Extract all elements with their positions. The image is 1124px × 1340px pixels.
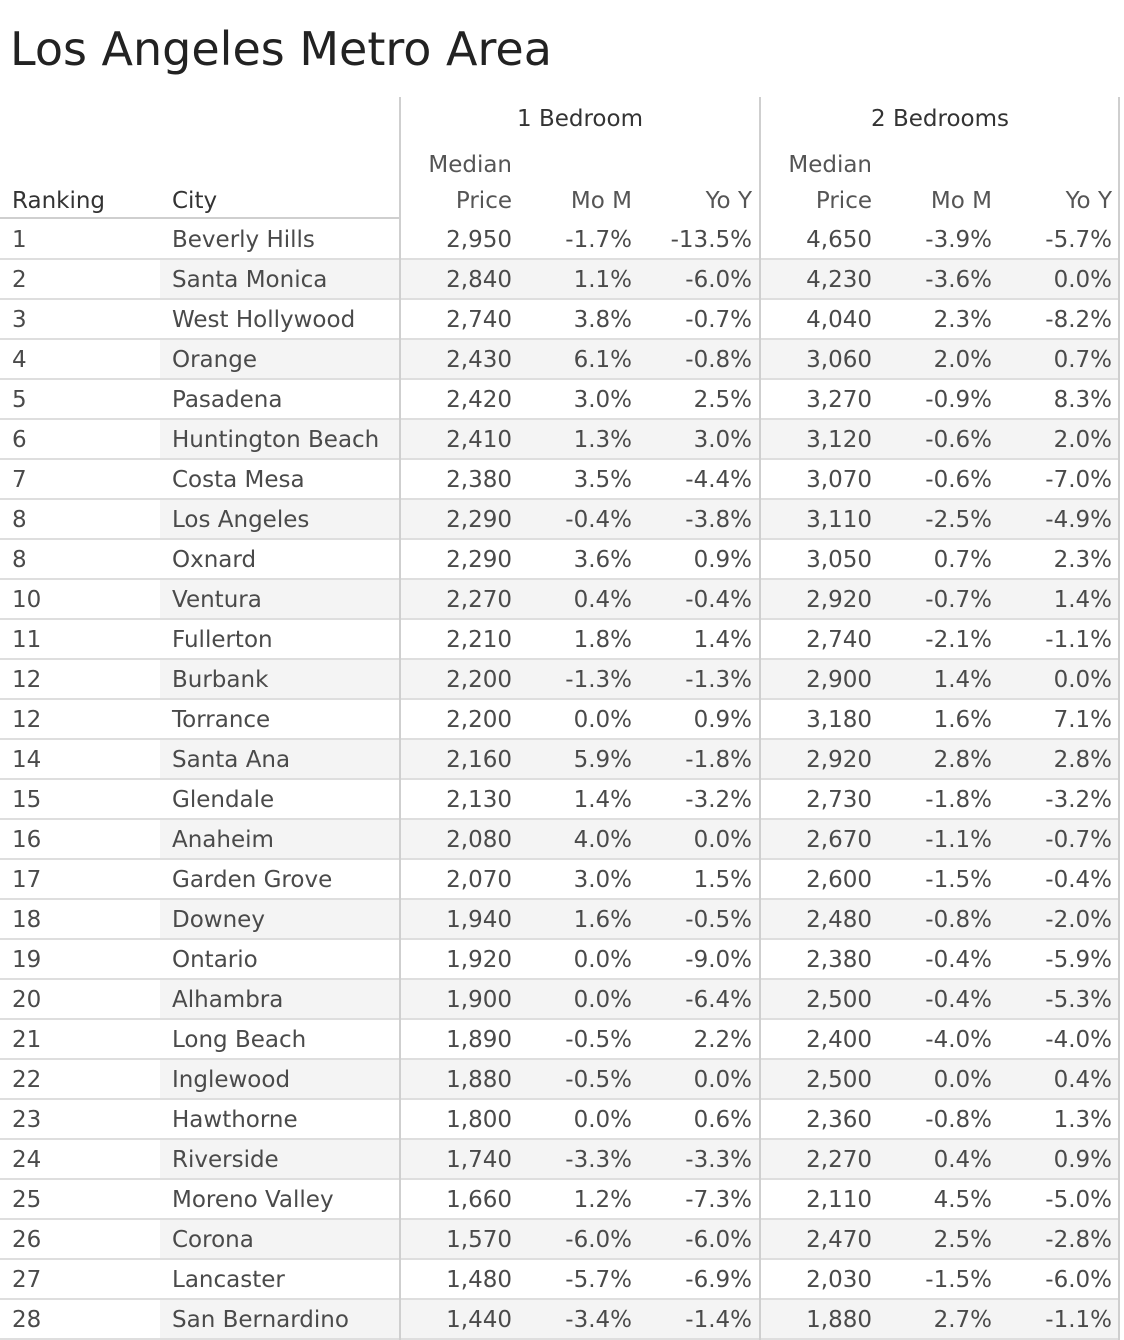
cell-1br-mom: 3.0% — [573, 387, 632, 413]
cell-2br-yoy: 0.0% — [1053, 267, 1112, 293]
cell-1br-median-price: 2,130 — [446, 787, 512, 813]
cell-city: Burbank — [172, 667, 269, 693]
cell-ranking: 22 — [12, 1067, 42, 1093]
cell-1br-yoy: -1.3% — [685, 667, 752, 693]
cell-1br-yoy: 0.9% — [693, 547, 752, 573]
cell-city: Lancaster — [172, 1267, 285, 1293]
cell-1br-yoy: -7.3% — [685, 1187, 752, 1213]
cell-2br-mom: -0.6% — [925, 467, 992, 493]
cell-1br-median-price: 2,270 — [446, 587, 512, 613]
cell-ranking: 3 — [12, 307, 27, 333]
cell-2br-yoy: -1.1% — [1045, 627, 1112, 653]
cell-1br-yoy: 1.5% — [693, 867, 752, 893]
cell-1br-mom: 5.9% — [573, 747, 632, 773]
cell-city: Beverly Hills — [172, 227, 315, 253]
cell-2br-yoy: -5.0% — [1045, 1187, 1112, 1213]
cell-1br-mom: 6.1% — [573, 347, 632, 373]
cell-1br-yoy: 1.4% — [693, 627, 752, 653]
cell-2br-mom: -0.4% — [925, 987, 992, 1013]
cell-ranking: 2 — [12, 267, 27, 293]
cell-1br-yoy: -3.8% — [685, 507, 752, 533]
cell-1br-median-price: 2,200 — [446, 707, 512, 733]
cell-city: Alhambra — [172, 987, 284, 1013]
cell-1br-mom: -0.5% — [565, 1027, 632, 1053]
cell-2br-median-price: 1,880 — [806, 1307, 872, 1333]
cell-1br-yoy: -6.0% — [685, 1227, 752, 1253]
cell-2br-yoy: -6.0% — [1045, 1267, 1112, 1293]
cell-city: Garden Grove — [172, 867, 333, 893]
cell-1br-median-price: 2,380 — [446, 467, 512, 493]
cell-1br-yoy: 2.5% — [693, 387, 752, 413]
cell-2br-yoy: -1.1% — [1045, 1307, 1112, 1333]
cell-2br-yoy: 2.3% — [1053, 547, 1112, 573]
cell-ranking: 28 — [12, 1307, 42, 1333]
cell-ranking: 21 — [12, 1027, 42, 1053]
cell-2br-yoy: -3.2% — [1045, 787, 1112, 813]
cell-2br-yoy: -5.9% — [1045, 947, 1112, 973]
cell-ranking: 14 — [12, 747, 42, 773]
header-1br-mom: Mo M — [570, 188, 632, 214]
cell-ranking: 20 — [12, 987, 42, 1013]
cell-city: Oxnard — [172, 547, 257, 573]
cell-1br-mom: 4.0% — [573, 827, 632, 853]
cell-2br-mom: -0.8% — [925, 1107, 992, 1133]
cell-2br-mom: -0.4% — [925, 947, 992, 973]
cell-city: Inglewood — [172, 1067, 291, 1093]
cell-city: Corona — [172, 1227, 254, 1253]
cell-2br-yoy: -2.8% — [1045, 1227, 1112, 1253]
cell-city: Santa Monica — [172, 267, 328, 293]
cell-2br-mom: 4.5% — [933, 1187, 992, 1213]
cell-1br-median-price: 1,880 — [446, 1067, 512, 1093]
cell-2br-median-price: 2,920 — [806, 587, 872, 613]
cell-2br-mom: -3.9% — [925, 227, 992, 253]
cell-2br-median-price: 2,740 — [806, 627, 872, 653]
cell-1br-yoy: 2.2% — [693, 1027, 752, 1053]
cell-1br-mom: 1.8% — [573, 627, 632, 653]
cell-2br-mom: 2.8% — [933, 747, 992, 773]
cell-ranking: 10 — [12, 587, 42, 613]
cell-2br-yoy: 7.1% — [1053, 707, 1112, 733]
cell-ranking: 27 — [12, 1267, 42, 1293]
cell-city: Los Angeles — [172, 507, 310, 533]
cell-ranking: 5 — [12, 387, 27, 413]
cell-ranking: 6 — [12, 427, 27, 453]
cell-city: Huntington Beach — [172, 427, 380, 453]
cell-ranking: 15 — [12, 787, 42, 813]
cell-1br-mom: -6.0% — [565, 1227, 632, 1253]
cell-2br-median-price: 3,050 — [806, 547, 872, 573]
cell-2br-median-price: 2,480 — [806, 907, 872, 933]
header-2br-median-top: Median — [788, 152, 872, 178]
cell-2br-mom: 2.7% — [933, 1307, 992, 1333]
cell-1br-yoy: -13.5% — [670, 227, 752, 253]
cell-city: Riverside — [172, 1147, 279, 1173]
cell-2br-median-price: 4,230 — [806, 267, 872, 293]
cell-1br-mom: -3.4% — [565, 1307, 632, 1333]
cell-1br-median-price: 1,570 — [446, 1227, 512, 1253]
group-header-2-bedrooms: 2 Bedrooms — [871, 106, 1009, 132]
cell-1br-mom: 0.0% — [573, 987, 632, 1013]
cell-2br-median-price: 2,470 — [806, 1227, 872, 1253]
cell-city: Anaheim — [172, 827, 274, 853]
cell-2br-median-price: 2,500 — [806, 1067, 872, 1093]
divider-1-bedroom — [399, 97, 401, 1340]
cell-city: San Bernardino — [172, 1307, 349, 1333]
cell-2br-median-price: 2,030 — [806, 1267, 872, 1293]
cell-2br-median-price: 2,380 — [806, 947, 872, 973]
cell-1br-mom: -0.4% — [565, 507, 632, 533]
group-header-1-bedroom: 1 Bedroom — [517, 106, 643, 132]
cell-city: Pasadena — [172, 387, 283, 413]
header-1br-median-bottom: Price — [455, 188, 512, 214]
cell-1br-yoy: 3.0% — [693, 427, 752, 453]
cell-2br-mom: 1.4% — [933, 667, 992, 693]
cell-2br-median-price: 3,060 — [806, 347, 872, 373]
cell-1br-median-price: 2,080 — [446, 827, 512, 853]
cell-1br-yoy: -3.2% — [685, 787, 752, 813]
cell-2br-mom: 1.6% — [933, 707, 992, 733]
cell-1br-median-price: 2,410 — [446, 427, 512, 453]
cell-1br-median-price: 2,200 — [446, 667, 512, 693]
cell-ranking: 1 — [12, 227, 27, 253]
cell-1br-median-price: 1,800 — [446, 1107, 512, 1133]
cell-2br-median-price: 2,500 — [806, 987, 872, 1013]
cell-1br-yoy: -1.8% — [685, 747, 752, 773]
cell-2br-mom: -1.1% — [925, 827, 992, 853]
cell-2br-median-price: 3,270 — [806, 387, 872, 413]
cell-2br-mom: -0.6% — [925, 427, 992, 453]
cell-2br-median-price: 3,110 — [806, 507, 872, 533]
cell-city: Torrance — [172, 707, 271, 733]
cell-1br-mom: -5.7% — [565, 1267, 632, 1293]
cell-ranking: 7 — [12, 467, 27, 493]
cell-1br-mom: -1.7% — [565, 227, 632, 253]
cell-1br-yoy: -6.4% — [685, 987, 752, 1013]
cell-city: Santa Ana — [172, 747, 291, 773]
cell-2br-mom: -0.8% — [925, 907, 992, 933]
cell-1br-yoy: -0.7% — [685, 307, 752, 333]
cell-ranking: 26 — [12, 1227, 42, 1253]
cell-2br-median-price: 4,650 — [806, 227, 872, 253]
cell-1br-yoy: -9.0% — [685, 947, 752, 973]
cell-ranking: 24 — [12, 1147, 42, 1173]
cell-1br-median-price: 1,890 — [446, 1027, 512, 1053]
cell-2br-median-price: 2,270 — [806, 1147, 872, 1173]
cell-city: Long Beach — [172, 1027, 307, 1053]
cell-ranking: 19 — [12, 947, 42, 973]
cell-city: West Hollywood — [172, 307, 356, 333]
cell-2br-mom: -0.9% — [925, 387, 992, 413]
cell-2br-yoy: 1.3% — [1053, 1107, 1112, 1133]
cell-2br-median-price: 3,070 — [806, 467, 872, 493]
cell-2br-yoy: 0.0% — [1053, 667, 1112, 693]
cell-1br-median-price: 2,840 — [446, 267, 512, 293]
cell-1br-median-price: 2,420 — [446, 387, 512, 413]
cell-1br-mom: 0.0% — [573, 947, 632, 973]
cell-2br-median-price: 3,120 — [806, 427, 872, 453]
cell-2br-mom: -4.0% — [925, 1027, 992, 1053]
cell-city: Costa Mesa — [172, 467, 305, 493]
cell-city: Moreno Valley — [172, 1187, 334, 1213]
cell-1br-mom: 1.4% — [573, 787, 632, 813]
cell-2br-mom: -2.1% — [925, 627, 992, 653]
cell-2br-mom: -2.5% — [925, 507, 992, 533]
cell-2br-median-price: 4,040 — [806, 307, 872, 333]
header-1br-median-top: Median — [428, 152, 512, 178]
cell-1br-median-price: 2,290 — [446, 507, 512, 533]
cell-2br-yoy: 0.4% — [1053, 1067, 1112, 1093]
cell-2br-mom: -1.5% — [925, 867, 992, 893]
cell-2br-median-price: 2,900 — [806, 667, 872, 693]
cell-1br-median-price: 1,900 — [446, 987, 512, 1013]
cell-2br-yoy: 2.0% — [1053, 427, 1112, 453]
cell-2br-yoy: 8.3% — [1053, 387, 1112, 413]
cell-1br-yoy: -0.4% — [685, 587, 752, 613]
cell-1br-median-price: 1,920 — [446, 947, 512, 973]
cell-1br-median-price: 1,660 — [446, 1187, 512, 1213]
cell-1br-mom: 0.0% — [573, 1107, 632, 1133]
cell-2br-median-price: 2,920 — [806, 747, 872, 773]
header-city: City — [172, 188, 218, 214]
cell-1br-median-price: 1,940 — [446, 907, 512, 933]
header-1br-yoy: Yo Y — [705, 188, 752, 214]
cell-1br-yoy: -6.9% — [685, 1267, 752, 1293]
header-underline — [0, 217, 400, 219]
cell-1br-mom: 3.5% — [573, 467, 632, 493]
cell-2br-mom: -1.8% — [925, 787, 992, 813]
cell-1br-median-price: 2,950 — [446, 227, 512, 253]
cell-2br-yoy: -0.4% — [1045, 867, 1112, 893]
cell-1br-mom: 1.1% — [573, 267, 632, 293]
cell-1br-yoy: -6.0% — [685, 267, 752, 293]
cell-1br-median-price: 2,160 — [446, 747, 512, 773]
cell-ranking: 17 — [12, 867, 42, 893]
cell-2br-median-price: 2,730 — [806, 787, 872, 813]
cell-1br-median-price: 2,740 — [446, 307, 512, 333]
cell-2br-mom: -3.6% — [925, 267, 992, 293]
cell-city: Hawthorne — [172, 1107, 298, 1133]
header-2br-mom: Mo M — [930, 188, 992, 214]
cell-1br-median-price: 2,290 — [446, 547, 512, 573]
cell-2br-mom: -1.5% — [925, 1267, 992, 1293]
cell-ranking: 16 — [12, 827, 42, 853]
cell-ranking: 25 — [12, 1187, 42, 1213]
cell-city: Ontario — [172, 947, 258, 973]
cell-ranking: 23 — [12, 1107, 42, 1133]
cell-2br-median-price: 2,670 — [806, 827, 872, 853]
cell-ranking: 11 — [12, 627, 42, 653]
cell-1br-mom: 0.4% — [573, 587, 632, 613]
cell-2br-yoy: -0.7% — [1045, 827, 1112, 853]
cell-2br-yoy: -2.0% — [1045, 907, 1112, 933]
header-ranking: Ranking — [12, 188, 106, 214]
cell-1br-mom: 0.0% — [573, 707, 632, 733]
cell-ranking: 12 — [12, 707, 42, 733]
cell-2br-yoy: -7.0% — [1045, 467, 1112, 493]
header-2br-yoy: Yo Y — [1065, 188, 1112, 214]
cell-2br-median-price: 2,400 — [806, 1027, 872, 1053]
cell-2br-median-price: 2,110 — [806, 1187, 872, 1213]
cell-1br-yoy: 0.0% — [693, 827, 752, 853]
cell-2br-yoy: -4.9% — [1045, 507, 1112, 533]
cell-1br-median-price: 1,440 — [446, 1307, 512, 1333]
cell-1br-median-price: 1,480 — [446, 1267, 512, 1293]
cell-1br-yoy: -3.3% — [685, 1147, 752, 1173]
cell-city: Downey — [172, 907, 265, 933]
cell-ranking: 8 — [12, 547, 27, 573]
cell-1br-mom: 1.6% — [573, 907, 632, 933]
cell-1br-mom: -3.3% — [565, 1147, 632, 1173]
cell-2br-median-price: 3,180 — [806, 707, 872, 733]
cell-2br-mom: 0.0% — [933, 1067, 992, 1093]
cell-city: Ventura — [172, 587, 262, 613]
cell-2br-mom: -0.7% — [925, 587, 992, 613]
cell-2br-yoy: 2.8% — [1053, 747, 1112, 773]
cell-2br-mom: 0.7% — [933, 547, 992, 573]
cell-2br-mom: 2.0% — [933, 347, 992, 373]
cell-1br-mom: 1.3% — [573, 427, 632, 453]
cell-2br-yoy: -5.3% — [1045, 987, 1112, 1013]
cell-2br-yoy: 0.9% — [1053, 1147, 1112, 1173]
cell-ranking: 8 — [12, 507, 27, 533]
cell-ranking: 12 — [12, 667, 42, 693]
cell-1br-yoy: -4.4% — [685, 467, 752, 493]
cell-city: Fullerton — [172, 627, 273, 653]
cell-1br-mom: 1.2% — [573, 1187, 632, 1213]
cell-1br-yoy: 0.0% — [693, 1067, 752, 1093]
cell-1br-mom: -1.3% — [565, 667, 632, 693]
cell-1br-yoy: 0.9% — [693, 707, 752, 733]
cell-2br-mom: 2.5% — [933, 1227, 992, 1253]
cell-2br-yoy: -8.2% — [1045, 307, 1112, 333]
cell-1br-median-price: 2,210 — [446, 627, 512, 653]
cell-city: Glendale — [172, 787, 275, 813]
header-2br-median-bottom: Price — [815, 188, 872, 214]
cell-1br-median-price: 2,070 — [446, 867, 512, 893]
divider-right — [1118, 97, 1120, 1340]
cell-2br-mom: 2.3% — [933, 307, 992, 333]
cell-city: Orange — [172, 347, 257, 373]
cell-2br-yoy: -5.7% — [1045, 227, 1112, 253]
cell-1br-median-price: 2,430 — [446, 347, 512, 373]
page-title: Los Angeles Metro Area — [10, 22, 552, 76]
cell-ranking: 4 — [12, 347, 27, 373]
cell-2br-median-price: 2,600 — [806, 867, 872, 893]
cell-1br-mom: 3.0% — [573, 867, 632, 893]
cell-1br-mom: -0.5% — [565, 1067, 632, 1093]
cell-1br-yoy: -1.4% — [685, 1307, 752, 1333]
cell-1br-median-price: 1,740 — [446, 1147, 512, 1173]
cell-2br-median-price: 2,360 — [806, 1107, 872, 1133]
cell-1br-mom: 3.8% — [573, 307, 632, 333]
cell-1br-yoy: -0.8% — [685, 347, 752, 373]
cell-1br-mom: 3.6% — [573, 547, 632, 573]
cell-1br-yoy: -0.5% — [685, 907, 752, 933]
cell-2br-yoy: 0.7% — [1053, 347, 1112, 373]
cell-2br-yoy: -4.0% — [1045, 1027, 1112, 1053]
cell-ranking: 18 — [12, 907, 42, 933]
cell-1br-yoy: 0.6% — [693, 1107, 752, 1133]
cell-2br-mom: 0.4% — [933, 1147, 992, 1173]
cell-2br-yoy: 1.4% — [1053, 587, 1112, 613]
divider-2-bedrooms — [759, 97, 761, 1340]
